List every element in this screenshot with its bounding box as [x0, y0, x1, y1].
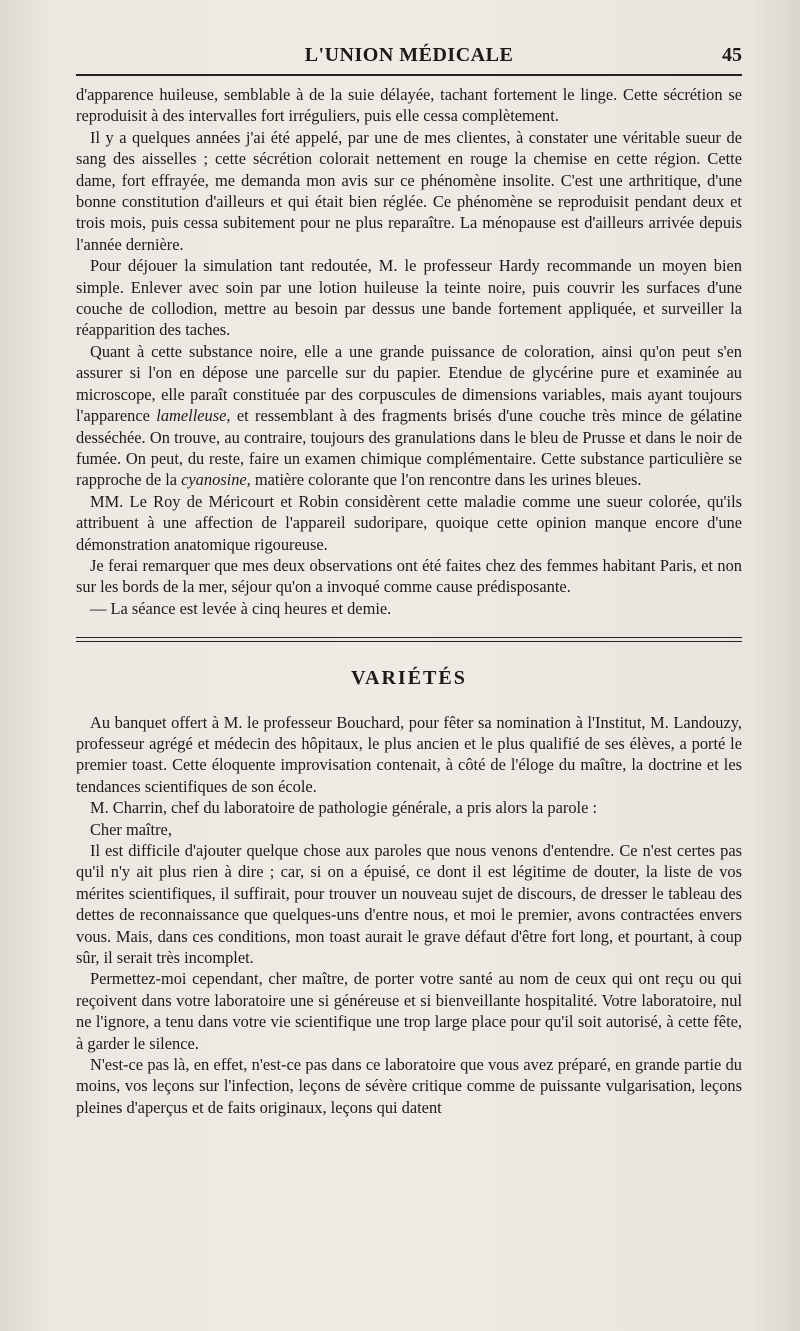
paragraph-blood-sweat: Il y a quelques années j'ai été appelé, par une de mes clientes, à constater une véritable sueur de sang des aisselles ; cette sécrétion colorait nettement en rouge la chemise en cette région. Cette dame, fort effrayée, me demanda mon avis sur ce phénomène insolite. C'est une arthritique, d'une bonne constitution d'ailleurs et qui était bien réglée. Ce phénomène se reproduisit pendant deux et trois mois, puis cessa subitement pour ne plus reparaître. La ménopause est d'ailleurs arrivée depuis l'année dernière. — [76, 127, 742, 254]
substance-text-3: , matière colorante que l'on rencontre dans les urines bleues. — [246, 470, 642, 490]
substance-italic-1: lamelleuse — [156, 406, 227, 426]
section-divider — [76, 637, 742, 642]
section-title: VARIÉTÉS — [351, 667, 467, 690]
paragraph-toast-1: Il est difficile d'ajouter quelque chose aux paroles que nous venons d'entendre. Ce n'est certes pas qu'il n'y ait plus rien à dire ; car, si on a épuisé, ce dont il est légitime de douter, la liste de vos mérites scientifiques, il suffirait, pour trouver un nouveau sujet de discours, de dresser le tableau des dettes de reconnaissance que quelques-uns d'entre nous, et moi le premier, avons contractées envers vous. Mais, dans ces conditions, mon toast aurait le grave défaut d'être fort long, et pourtant, à coup sûr, il serait très incomplet. — [76, 841, 742, 968]
header-rule — [76, 74, 742, 76]
session-closing: — La séance est levée à cinq heures et demie. — [90, 598, 392, 618]
paragraph-observations: Je ferai remarquer que mes deux observations ont été faites chez des femmes habitant Paris, et non sur les bords de la mer, séjour qu'on a invoqué comme cause prédisposante. — [76, 555, 742, 597]
salutation: Cher maître, — [90, 819, 172, 839]
paragraph-toast-3: N'est-ce pas là, en effet, n'est-ce pas dans ce laboratoire que vous avez préparé, en grande partie du moins, vos leçons sur l'infection, leçons de sévère critique comme de puissante vulgarisation, leçons pleines d'aperçus et de faits originaux, leçons qui datent — [76, 1055, 742, 1117]
paragraph-charrin: M. Charrin, chef du laboratoire de pathologie générale, a pris alors la parole : — [90, 798, 598, 818]
paragraph-substance — [76, 341, 742, 491]
page-number: 45 — [722, 44, 742, 66]
running-title: L'UNION MÉDICALE — [304, 44, 514, 66]
article-body — [76, 84, 742, 1118]
paragraph-toast-2: Permettez-moi cependant, cher maître, de porter votre santé au nom de ceux qui ont reçu ou qui reçoivent dans votre laboratoire une si généreuse et si bienveillante hospitalité. Votre laboratoire, nul ne l'ignore, a tenu dans votre vie scientifique une trop large place pour qu'il soit autorisé, à cette fête, à garder le silence. — [76, 969, 742, 1053]
paragraph-simulation: Pour déjouer la simulation tant redoutée, M. le professeur Hardy recommande un moyen bien simple. Enlever avec soin par une lotion huileuse la teinte noire, puis couvrir les surfaces d'une couche de collodion, mettre au besoin par dessus une bande fortement appliquée, et surveiller la réapparition des taches. — [76, 256, 742, 340]
substance-italic-2: cyanosine — [181, 470, 247, 490]
paragraph-opinion: MM. Le Roy de Méricourt et Robin considèrent cette maladie comme une sueur colorée, qu'ils attribuent à une affection de l'appareil sudoripare, quoique cette opinion manque encore d'une démonstration anatomique rigoureuse. — [76, 491, 742, 554]
substance-text-1: Quant à cette substance noire, elle a une grande puissance de coloration, ainsi qu'on peut s'en assurer si l'on en dépose une parcelle sur du papier. Etendue de glycérine pure et examinée au microscope, elle paraît constituée par des corpuscules de dimensions variables, mais ayant toujours l'apparence — [76, 341, 742, 426]
paragraph-banquet: Au banquet offert à M. le professeur Bouchard, pour fêter sa nomination à l'Institut, M. Landouzy, professeur agrégé et médecin des hôpitaux, le plus ancien et le plus qualifié de ses élèves, a porté le premier toast. Cette éloquente improvisation contenait, à côté de l'éloge du maître, la doctrine et les tendances scientifiques de son école. — [76, 712, 742, 796]
substance-text-2: , et ressemblant à des fragments brisés d'une couche très mince de gélatine desséchée. On trouve, au contraire, toujours des granulations dans le bleu de Prusse et dans le noir de fumée. On peut, du reste, faire un examen chimique complémentaire. Cette substance particulière se rapproche de la — [76, 406, 742, 490]
paragraph-continuation: d'apparence huileuse, semblable à de la suie délayée, tachant fortement le linge. Cette sécrétion se reproduisit à des intervalles fort irréguliers, puis elle cessa complètement. — [76, 85, 742, 126]
page-header — [76, 40, 742, 70]
